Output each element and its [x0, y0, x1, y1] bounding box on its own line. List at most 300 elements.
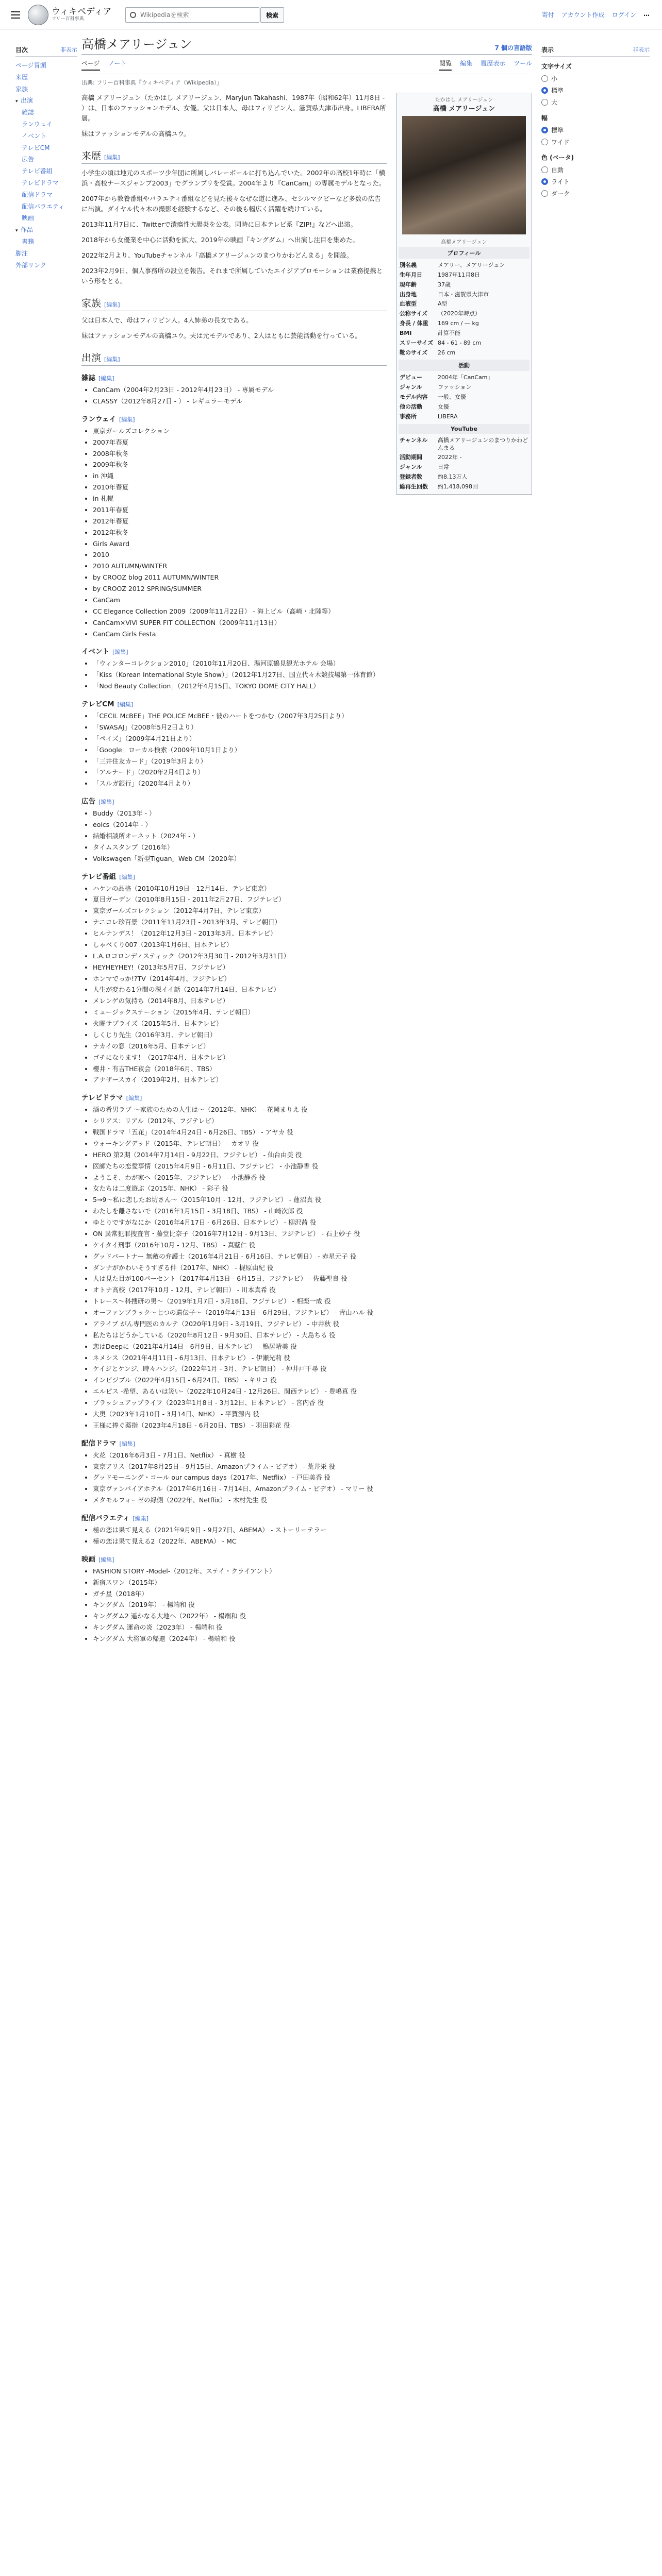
text-size-label: 文字サイズ: [541, 63, 572, 70]
infobox-key: 登録者数: [400, 473, 422, 481]
page-title: 高橋メアリージュン: [81, 37, 192, 52]
infobox-value: 女優: [438, 403, 449, 410]
list-item: • インビジブル（2022年4月15日 - 6月24日、TBS） - キリコ 役: [93, 1375, 387, 1386]
list-item: • 東京ガールズコレクション（2012年4月7日、テレビ東京）: [93, 905, 387, 917]
infobox-row: [399, 270, 529, 280]
list-item: • 「Nod Beauty Collection」（2012年4月15日、TOKYO DOME CITY HALL）: [93, 681, 387, 692]
edit-link[interactable]: [編集]: [119, 1440, 136, 1447]
toc-item-label: 配信ドラマ: [22, 191, 53, 198]
subsection-heading: [81, 1553, 387, 1564]
edit-link[interactable]: [編集]: [104, 301, 120, 308]
appearance-list: [81, 426, 387, 640]
main-menu-icon[interactable]: [8, 8, 23, 22]
list-item: • キングダム（2019年） - 楊端和 役: [93, 1599, 387, 1611]
toc-item[interactable]: [15, 260, 77, 272]
list-item: • Buddy（2013年 - ）: [93, 808, 387, 819]
infobox-key: チャンネル: [400, 436, 428, 444]
tab[interactable]: ページ: [81, 59, 100, 71]
list-item: • ガチ星（2018年）: [93, 1588, 387, 1600]
infobox-row: [399, 309, 529, 319]
edit-link[interactable]: [編集]: [126, 1095, 142, 1102]
site-logo[interactable]: [28, 5, 112, 25]
list-item: • HEYHEYHEY!（2013年5月7日、フジテレビ）: [93, 962, 387, 973]
infobox-row: [399, 373, 529, 383]
search-box[interactable]: [125, 7, 259, 23]
list-item: • ケイタイ刑事（2016年10月 - 12月、TBS） - 真壁仁 役: [93, 1240, 387, 1251]
list-item: • 東京ヴァンパイアホテル（2017年6月16日 - 7月14日、Amazonプライム・ビデオ） - マリー 役: [93, 1483, 387, 1495]
section-title: 出演: [81, 352, 102, 364]
toc-header: [15, 45, 77, 57]
edit-link[interactable]: [編集]: [98, 799, 114, 806]
list-item: • 2011年春夏: [93, 504, 387, 516]
edit-link[interactable]: [編集]: [104, 154, 120, 161]
list-item: • 医師たちの恋愛事情（2015年4月9日 - 6月11日、フジテレビ） - 小池静香 役: [93, 1161, 387, 1172]
tab[interactable]: 履歴表示: [481, 60, 506, 67]
toc-item[interactable]: [15, 95, 77, 107]
list-item: • オーファンブラック〜七つの遺伝子〜（2019年4月13日 - 6月29日、フジテレビ） - 青山ハル 役: [93, 1307, 387, 1318]
list-item: • 2010年春夏: [93, 482, 387, 493]
paragraph: 2007年から教養番組やバラエティ番組などを見た後々なぜな道に進み、セシルマクビーなど多数の広告に出演。ダイヤル代々木の撮影を経験するなど、その後も幅広く活躍を続けている。: [81, 195, 381, 213]
list-item: • CLASSY（2012年8月27日 - ） - レギュラーモデル: [93, 396, 387, 407]
infobox-row: [399, 290, 529, 300]
infobox-row: [399, 402, 529, 412]
toc-item[interactable]: [15, 248, 77, 260]
list-item: • メタモルフォーゼの縁側（2022年、Netflix） - 木村先生 役: [93, 1495, 387, 1506]
toc-item-label: ページ冒頭: [15, 62, 46, 69]
list-item: • わたしを離さないで（2016年1月15日 - 3月18日、TBS） - 山崎次郎 役: [93, 1206, 387, 1217]
paragraph: 父は日本人で、母はフィリピン人。4人姉弟の長女である。: [81, 316, 253, 324]
from-line: 出典: フリー百科事典『ウィキペディア（Wikipedia）』: [81, 79, 223, 86]
list-item: • 極の恋は果て見える2（2022年、ABEMA） - MC: [93, 1536, 387, 1547]
radio-label: 標準: [551, 127, 564, 134]
search-input[interactable]: [140, 11, 243, 19]
infobox-value: 約1,418,098回: [438, 483, 478, 490]
list-item: • 「SWASAJ」（2008年5月2日より）: [93, 722, 387, 733]
list-item: • 「Google」ローカル検索（2009年10月1日より）: [93, 744, 387, 756]
radio-label: ワイド: [551, 139, 570, 146]
edit-link[interactable]: [編集]: [119, 416, 135, 423]
infobox-key: 血液型: [400, 300, 417, 308]
list-item: • in 札幌: [93, 493, 387, 504]
width-option[interactable]: [541, 124, 650, 136]
infobox-profile-header: プロフィール: [399, 247, 529, 259]
infobox-key: 事務所: [400, 413, 417, 420]
infobox-row: [399, 472, 529, 482]
paragraph: 2023年2月9日、個人事務所の設立を報告。それまで所属していたエイジアプロモーションは業務提携という形をとる。: [81, 267, 383, 285]
toc-item-label: テレビCM: [22, 144, 50, 151]
infobox-photo[interactable]: [402, 116, 526, 234]
subsection-title: イベント: [81, 648, 109, 656]
list-item: • 2010 AUTUMN/WINTER: [93, 561, 387, 572]
infobox-value: 2022年 -: [438, 454, 462, 461]
toc-item[interactable]: [15, 201, 77, 213]
more-menu-icon[interactable]: …: [643, 10, 650, 18]
list-item: • トレース〜科捜研の男〜（2019年1月7日 - 3月18日、フジテレビ） - 相楽一成 役: [93, 1296, 387, 1307]
infobox-row: [399, 453, 529, 463]
list-item: • HERO 第2期（2014年7月14日 - 9月22日、フジテレビ） - 仙台由美 役: [93, 1149, 387, 1161]
infobox-key: 出身地: [400, 291, 417, 298]
list-item: • ヒルナンデス！（2012年12月3日 - 2013年3月、日本テレビ）: [93, 928, 387, 939]
infobox-value: 日本・滋賀県大津市: [438, 291, 489, 298]
infobox-value: 高橋メアリージュンのまつりかわどんまる: [438, 436, 528, 451]
list-item: • Girls Award: [93, 538, 387, 550]
edit-link[interactable]: [編集]: [98, 1556, 114, 1563]
infobox-value: 84 - 61 - 89 cm: [438, 339, 482, 346]
list-item: • 「スルガ銀行」（2020年4月より）: [93, 778, 387, 789]
appearance-list: [81, 1450, 387, 1506]
infobox-value: 169 cm / ― kg: [438, 320, 479, 327]
toc-item[interactable]: [15, 177, 77, 189]
toc-item[interactable]: [15, 142, 77, 154]
list-item: • ダンナがかわいそうすぎる件（2017年、NHK） - 梶原由紀 役: [93, 1262, 387, 1274]
edit-link[interactable]: [編集]: [98, 375, 114, 382]
toc-item-label: 配信バラエティ: [22, 202, 65, 210]
appearance-list: [81, 1566, 387, 1645]
subsection-title: 配信バラエティ: [81, 1514, 130, 1522]
list-item: • ハケンの品格（2010年10月19日 - 12月14日、テレビ東京）: [93, 883, 387, 894]
infobox-row: [399, 329, 529, 338]
list-item: • ケイジとケンジ、時々ハンジ。（2022年1月 - 3月、テレビ朝日） - 仲井戸千尋 役: [93, 1363, 387, 1375]
intro-paragraph: 妹はファッションモデルの高橋ユウ。: [81, 130, 190, 138]
edit-link[interactable]: [編集]: [112, 649, 128, 656]
toc-item-label: 外部リンク: [15, 261, 46, 269]
infobox-value: 約8.13万人: [438, 473, 468, 481]
infobox-row: [399, 338, 529, 348]
infobox-key: 公称サイズ: [400, 310, 428, 317]
subsection-title: 広告: [81, 798, 95, 806]
user-link[interactable]: アカウント作成: [561, 11, 605, 19]
table-of-contents: [15, 45, 77, 271]
infobox-value: メアリー、メアリージュン: [438, 262, 505, 268]
section-heading-appearances: [81, 350, 387, 366]
chevron-down-icon[interactable]: ▾: [15, 99, 18, 105]
list-item: • 人は見た目が100パーセント（2017年4月13日 - 6月15日、フジテレビ） - 佐藤聖良 役: [93, 1273, 387, 1284]
toc-item-label: 作品: [21, 226, 34, 234]
subsection-title: テレビCM: [81, 700, 114, 708]
toc-item-label: 書籍: [22, 238, 35, 245]
infobox-key: BMI: [400, 329, 412, 336]
toc-item[interactable]: [15, 60, 77, 72]
subsection-heading: [81, 413, 387, 423]
infobox-value: 一般、女優: [438, 394, 466, 401]
list-item: • キングダム 大将軍の帰還（2024年） - 楊端和 役: [93, 1633, 387, 1645]
toc-item[interactable]: [15, 212, 77, 224]
list-item: • 恋はDeepに（2021年4月14日 - 6月9日、日本テレビ） - 鴨居晴美 役: [93, 1341, 387, 1352]
list-item: • タイムスタンプ（2016年）: [93, 842, 387, 853]
list-item: • ブラッシュアップライフ（2023年1月8日 - 3月12日、日本テレビ） - 宮内香 役: [93, 1397, 387, 1409]
tab[interactable]: ノート: [108, 60, 127, 67]
infobox-row: [399, 299, 529, 309]
list-item: • 夏目ガーデン（2010年8月15日 - 2011年2月27日、フジテレビ）: [93, 894, 387, 905]
list-item: • CanCam Girls Festa: [93, 629, 387, 640]
edit-link[interactable]: [編集]: [104, 356, 120, 363]
search-icon: [130, 12, 136, 18]
list-item: • ON 異常犯罪捜査官・藤堂比奈子（2016年7月12日 - 9月13日、フジテレビ） - 石上妙子 役: [93, 1228, 387, 1240]
infobox-value: 37歳: [438, 281, 451, 288]
appearance-list: [81, 710, 387, 789]
infobox-key: 他の活動: [400, 403, 422, 410]
list-item: • in 沖縄: [93, 470, 387, 482]
wikipedia-globe-icon: [28, 5, 48, 25]
infobox-row: [399, 319, 529, 329]
list-item: • グッドモーニング・コール our campus days（2017年、Netflix） - 戸田美香 役: [93, 1472, 387, 1483]
infobox-row: [399, 436, 529, 453]
list-item: • 「ウィンターコレクション2010」（2010年11月20日、湯河原鶴見観光ホテル 会場）: [93, 658, 387, 669]
section-heading: [81, 296, 387, 311]
toc-item[interactable]: [15, 107, 77, 118]
infobox-key: ジャンル: [400, 384, 422, 391]
subsection-title: 雑誌: [81, 374, 95, 382]
toc-item[interactable]: [15, 72, 77, 83]
toc-hide-button[interactable]: 非表示: [60, 46, 77, 53]
list-item: • エルピス -希望、あるいは災い-（2022年10月24日 - 12月26日、関西テレビ） - 豊嶋真 役: [93, 1386, 387, 1397]
subsection-title: テレビドラマ: [81, 1094, 123, 1103]
list-item: • 「ペイズ」（2009年4月21日より）: [93, 733, 387, 744]
appearance-panel: [541, 45, 650, 199]
toc-item-label: 来歴: [15, 73, 28, 81]
text-size-option[interactable]: [541, 73, 650, 84]
infobox-row: [399, 348, 529, 358]
section-title: 来歴: [81, 150, 102, 162]
user-link[interactable]: ログイン: [611, 11, 636, 19]
site-header: [0, 0, 662, 30]
list-item: • Volkswagen「新型Tiguan」Web CM（2020年）: [93, 853, 387, 865]
list-item: • アライブ がん専門医のカルテ（2020年1月9日 - 3月19日、フジテレビ） - 中井秋 役: [93, 1318, 387, 1330]
infobox-value: ファッション: [438, 384, 472, 391]
subsection-heading: [81, 372, 387, 382]
tab[interactable]: ツール: [514, 60, 532, 67]
search-button[interactable]: 検索: [260, 7, 284, 23]
infobox-name: 高橋 メアリージュン: [433, 105, 495, 113]
list-item: • 王様に捧ぐ薬指（2023年4月18日 - 6月20日、TBS） - 羽田彩花 役: [93, 1420, 387, 1431]
appearance-list: [81, 658, 387, 692]
appearance-hide-button[interactable]: 非表示: [633, 46, 650, 53]
edit-link[interactable]: [編集]: [119, 873, 135, 880]
list-item: • アナザースカイ（2019年2月、日本テレビ）: [93, 1074, 387, 1086]
list-item: • by CROOZ 2012 SPRING/SUMMER: [93, 583, 387, 595]
appearance-list: [81, 1104, 387, 1431]
toc-item[interactable]: [15, 236, 77, 248]
infobox-row: [399, 383, 529, 393]
subsection-heading: [81, 795, 387, 806]
list-item: • eoics（2014年 - ）: [93, 819, 387, 831]
radio-label: 小: [551, 75, 558, 82]
paragraph: 2022年2月より、YouTubeチャンネル「高橋メアリージュンのまつりかわどんまる」を開設。: [81, 251, 353, 259]
infobox-key: 総再生回数: [400, 483, 428, 490]
infobox-key: 身長 / 体重: [400, 320, 428, 327]
width-label: 幅: [541, 114, 548, 122]
chevron-down-icon[interactable]: ▾: [15, 228, 18, 234]
edit-link[interactable]: [編集]: [117, 701, 134, 708]
list-item: • 人生が変わる1分間の深イイ話（2014年7月14日、日本テレビ）: [93, 984, 387, 995]
list-item: • ゴチになります！（2017年4月、日本テレビ）: [93, 1052, 387, 1063]
infobox-value: 1987年11月8日: [438, 271, 480, 278]
radio-button[interactable]: [541, 190, 548, 197]
list-item: • CanCam×ViVi SUPER FIT COLLECTION（2009年11月13日）: [93, 617, 387, 629]
logo-tagline: フリー百科事典: [52, 16, 84, 22]
list-item: • ナカイの窓（2016年5月、日本テレビ）: [93, 1041, 387, 1052]
list-item: • ナニコレ珍百景（2011年11月23日 - 2013年3月、テレビ朝日）: [93, 917, 387, 928]
infobox-value: 26 cm: [438, 349, 456, 356]
subsection-heading: [81, 646, 387, 656]
section-title: 家族: [81, 298, 102, 309]
user-links: [542, 10, 650, 19]
appearance-list: [81, 1524, 387, 1547]
list-item: • 極の恋は果て見える（2021年9月9日 - 9月27日、ABEMA） - ストーリーテラー: [93, 1524, 387, 1536]
infobox: [396, 93, 532, 495]
list-item: • オトナ高校（2017年10月 - 12月、テレビ朝日） - 川本真希 役: [93, 1284, 387, 1296]
toc-item[interactable]: [15, 130, 77, 142]
list-item: • ミュージックステーション（2015年4月、テレビ朝日）: [93, 1007, 387, 1018]
list-item: • 2009年秋冬: [93, 459, 387, 470]
list-item: • キングダム 運命の炎（2023年） - 楊端和 役: [93, 1622, 387, 1633]
radio-label: ダーク: [551, 190, 570, 197]
appearance-list: [81, 384, 387, 407]
appearance-list: [81, 883, 387, 1086]
list-item: • 戦国ドラマ「五花」（2014年4月24日 - 6月26日、TBS） - アヤカ 役: [93, 1127, 387, 1138]
toc-item[interactable]: [15, 189, 77, 201]
subsection-heading: [81, 1092, 387, 1102]
infobox-value: 日常: [438, 464, 449, 471]
radio-label: 自動: [551, 166, 564, 174]
paragraph: 妹はファッションモデルの高橋ユウ。夫は元モデルであり、2人はともに芸能活動を行っている。: [81, 332, 361, 340]
infobox-row: [399, 393, 529, 402]
languages-button[interactable]: 7 個の言語版: [494, 44, 532, 52]
infobox-row: [399, 463, 529, 472]
subsection-heading: [81, 698, 387, 708]
color-option[interactable]: [541, 176, 650, 188]
list-item: • ネメシス（2021年4月11日 - 6月13日、日本テレビ） - 伊瀬光莉 役: [93, 1352, 387, 1364]
list-item: • ようこそ、わが家へ（2015年、フジテレビ） - 小池静香 役: [93, 1172, 387, 1183]
subsection-heading: [81, 871, 387, 881]
list-item: • 東京ガールズコレクション: [93, 426, 387, 437]
user-link[interactable]: 寄付: [541, 11, 554, 19]
radio-button[interactable]: [541, 75, 548, 82]
logo-name: ウィキペディア: [52, 7, 112, 18]
list-item: • メレンゲの気持ち（2014年8月、日本テレビ）: [93, 995, 387, 1007]
color-label: 色 (ベータ): [541, 154, 574, 161]
text-size-option[interactable]: [541, 96, 650, 108]
list-item: • ウォーキングデッド（2015年、テレビ朝日） - カオリ 役: [93, 1138, 387, 1149]
toc-item[interactable]: [15, 154, 77, 165]
edit-link[interactable]: [編集]: [133, 1515, 149, 1522]
list-item: • L.A.ロコロンディスティック（2012年3月30日 - 2012年3月31日）: [93, 951, 387, 962]
infobox-row: [399, 261, 529, 270]
infobox-key: デビュー: [400, 374, 422, 381]
page-tabs: [81, 59, 532, 74]
appearance-title: 表示: [541, 46, 554, 54]
toc-item[interactable]: [15, 83, 77, 95]
list-item: • しゃべくり007（2013年1月6日、日本テレビ）: [93, 939, 387, 951]
radio-label: 大: [551, 99, 558, 106]
infobox-value: LIBERA: [438, 413, 458, 420]
appearance-list: [81, 808, 387, 864]
color-option[interactable]: [541, 188, 650, 199]
list-item: • 「三井住友カード」（2019年3月より）: [93, 756, 387, 767]
list-item: • 新宿スワン（2015年）: [93, 1577, 387, 1588]
list-item: • 東京アリス（2017年8月25日 - 9月15日、Amazonプライム・ビデオ） - 荒井栄 役: [93, 1461, 387, 1472]
list-item: • しくじり先生（2016年3月、テレビ朝日）: [93, 1029, 387, 1041]
infobox-reading: たかはし メアリージュン: [435, 97, 493, 103]
radio-button[interactable]: [541, 87, 548, 94]
toc-item[interactable]: [15, 118, 77, 130]
list-item: • 2010: [93, 549, 387, 561]
list-item: • ゆとりですがなにか（2016年4月17日 - 6月26日、日本テレビ） - 柳沢茜 役: [93, 1217, 387, 1228]
list-item: • ホンマでっか!?TV（2014年4月、フジテレビ）: [93, 973, 387, 985]
toc-item-label: 雑誌: [22, 109, 35, 116]
toc-item-label: 広告: [22, 156, 35, 163]
list-item: • 2008年秋冬: [93, 448, 387, 460]
infobox-key: 生年月日: [400, 271, 422, 278]
list-item: • 「アルナード」（2020年2月4日より）: [93, 767, 387, 778]
infobox-value: A型: [438, 300, 448, 308]
toc-item-label: テレビ番組: [22, 167, 53, 175]
list-item: • 「CECIL McBEE」THE POLICE McBEE・彼のハートをつかむ（2007年3月25日より）: [93, 710, 387, 722]
tab[interactable]: 編集: [460, 60, 473, 67]
list-item: • CanCam: [93, 595, 387, 606]
infobox-activity-header: 活動: [399, 360, 529, 371]
radio-button[interactable]: [541, 178, 548, 185]
radio-label: ライト: [551, 178, 570, 185]
infobox-key: 活動期間: [400, 454, 422, 461]
main-content: [81, 30, 532, 1645]
list-item: • by CROOZ blog 2011 AUTUMN/WINTER: [93, 572, 387, 583]
toc-item[interactable]: [15, 165, 77, 177]
infobox-key: 靴のサイズ: [400, 349, 428, 356]
infobox-youtube-header: YouTube: [399, 424, 529, 434]
toc-item-label: ランウェイ: [22, 120, 53, 128]
radio-button[interactable]: [541, 139, 548, 145]
paragraph: 2013年11月7日に、Twitterで潰瘍性大腸炎を公表。同時に日本テレビ系『ZIP!』などへ出演。: [81, 221, 357, 228]
radio-button[interactable]: [541, 166, 548, 173]
radio-label: 標準: [551, 87, 564, 94]
width-option[interactable]: [541, 136, 650, 148]
infobox-key: ジャンル: [400, 464, 422, 471]
infobox-value: 2004年「CanCam」: [438, 374, 493, 381]
radio-button[interactable]: [541, 127, 548, 133]
list-item: • CanCam（2004年2月23日 - 2012年4月23日） - 専属モデル: [93, 384, 387, 396]
article-body: [81, 93, 387, 1645]
infobox-key: 別名義: [400, 262, 417, 268]
list-item: • 2007年春夏: [93, 437, 387, 448]
radio-button[interactable]: [541, 99, 548, 106]
section-heading: [81, 148, 387, 164]
list-item: • 2012年秋冬: [93, 527, 387, 538]
list-item: • 火曜サプライズ（2015年5月、日本テレビ）: [93, 1018, 387, 1029]
list-item: • 大奥（2023年1月10日 - 3月14日、NHK） - 平賀源内 役: [93, 1409, 387, 1420]
infobox-key: スリーサイズ: [400, 339, 434, 346]
color-option[interactable]: [541, 164, 650, 176]
text-size-option[interactable]: [541, 84, 650, 96]
toc-title: 目次: [15, 46, 28, 54]
toc-item[interactable]: [15, 224, 77, 236]
tab[interactable]: 閲覧: [439, 59, 452, 71]
subsection-title: ランウェイ: [81, 415, 116, 423]
toc-item-label: テレビドラマ: [22, 179, 59, 187]
toc-item-label: 家族: [15, 85, 28, 93]
title-row: [81, 34, 532, 55]
paragraph: 2018年から女優業を中心に活動を拡大、2019年の映画『キングダム』へ出演し注目を集めた。: [81, 236, 359, 244]
list-item: • 結婚相談所オーネット（2024年 - ）: [93, 831, 387, 842]
list-item: • 「Kiss（Korean International Style Show）」（2012年1月27日、国立代々木競技場第一体育館）: [93, 669, 387, 681]
subsection-title: 配信ドラマ: [81, 1439, 117, 1448]
paragraph: 小学生の頃は地元のスポーツ少年団に所属しバレーボールに打ち込んでいた。2002年の高校1年時に「横浜・高校ナースジャンプ2003」でグランプリを受賞。2004年より『CanCam』の専属モデルとなった。: [81, 169, 386, 187]
infobox-row: [399, 412, 529, 422]
infobox-key: モデル内容: [400, 394, 428, 401]
list-item: • 5→9〜私に恋したお坊さん〜（2015年10月 - 12月、フジテレビ） - 蓮沼真 役: [93, 1194, 387, 1206]
list-item: • 私たちはどうかしている（2020年8月12日 - 9月30日、日本テレビ） - 大島ちる 役: [93, 1330, 387, 1341]
list-item: • CC Elegance Collection 2009（2009年11月22日） - 海上ビル（高崎・北陸等）: [93, 606, 387, 617]
